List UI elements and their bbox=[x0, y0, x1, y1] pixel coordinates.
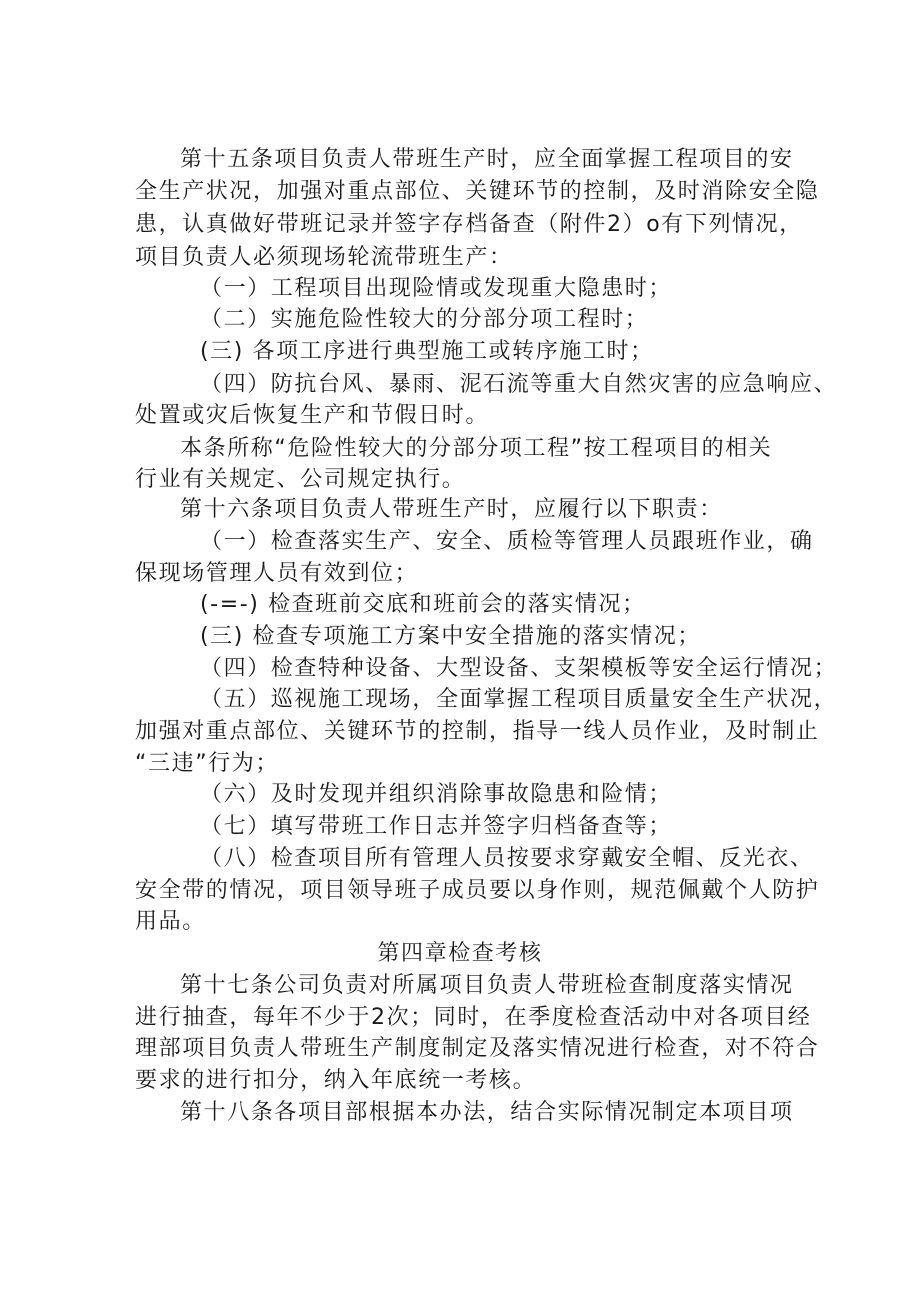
list-item: （六）及时发现并组织消除事故隐患和险情； bbox=[200, 782, 673, 807]
paragraph-line: 保现场管理人员有效到位； bbox=[135, 561, 419, 586]
list-item: （七）填写带班工作日志并签字归档备查等； bbox=[200, 814, 673, 839]
list-item: （五）巡视施工现场，全面掌握工程项目质量安全生产状况， bbox=[200, 687, 838, 712]
list-item: (三) 检查专项施工方案中安全措施的落实情况； bbox=[200, 624, 701, 649]
list-item: （一）检查落实生产、安全、质检等管理人员跟班作业，确 bbox=[200, 529, 814, 554]
list-item: （四）防抗台风、暴雨、泥石流等重大自然灾害的应急响应、 bbox=[200, 372, 838, 397]
paragraph-line: 第十八条各项目部根据本办法，结合实际情况制定本项目项 bbox=[180, 1100, 794, 1125]
paragraph-line: 进行抽查，每年不少于2次；同时，在季度检查活动中对各项目经 bbox=[135, 1005, 812, 1030]
list-item: （二）实施危险性较大的分部分项工程时； bbox=[200, 307, 649, 332]
paragraph-line: 理部项目负责人带班生产制度制定及落实情况进行检查，对不符合 bbox=[135, 1036, 820, 1061]
list-item: （八）检查项目所有管理人员按要求穿戴安全帽、反光衣、 bbox=[200, 846, 814, 871]
paragraph-line: “三违”行为； bbox=[135, 751, 279, 776]
paragraph-line: 第十五条项目负责人带班生产时，应全面掌握工程项目的安 bbox=[180, 147, 794, 172]
list-item: （一）工程项目出现险情或发现重大隐患时； bbox=[200, 276, 673, 301]
paragraph-line: 第十七条公司负责对所属项目负责人带班检查制度落实情况 bbox=[180, 973, 794, 998]
paragraph-line: 用品。 bbox=[135, 909, 206, 934]
paragraph-line: 处置或灾后恢复生产和节假日时。 bbox=[135, 403, 490, 428]
paragraph-line: 加强对重点部位、关键环节的控制，指导一线人员作业，及时制止 bbox=[135, 719, 820, 744]
paragraph-line: 全生产状况，加强对重点部位、关键环节的控制，及时消除安全隐 bbox=[135, 179, 820, 204]
list-item: (三) 各项工序进行典型施工或转序施工时； bbox=[200, 339, 654, 364]
paragraph-line: 患，认真做好带班记录并签字存档备查（附件2）o有下列情况， bbox=[135, 212, 803, 237]
paragraph-line: 安全带的情况，项目领导班子成员要以身作则，规范佩戴个人防护 bbox=[135, 878, 820, 903]
paragraph-line: 项目负责人必须现场轮流带班生产： bbox=[135, 245, 513, 270]
chapter-heading: 第四章检查考核 bbox=[377, 941, 543, 966]
paragraph-line: 第十六条项目负责人带班生产时，应履行以下职责： bbox=[180, 497, 723, 522]
list-item: （四）检查特种设备、大型设备、支架模板等安全运行情况； bbox=[200, 656, 838, 681]
paragraph-line: 要求的进行扣分，纳入年底统一考核。 bbox=[135, 1068, 537, 1093]
list-item: (-=-) 检查班前交底和班前会的落实情况； bbox=[200, 592, 646, 617]
paragraph-line: 行业有关规定、公司规定执行。 bbox=[135, 467, 466, 492]
paragraph-line: 本条所称“危险性较大的分部分项工程”按工程项目的相关 bbox=[180, 436, 773, 461]
